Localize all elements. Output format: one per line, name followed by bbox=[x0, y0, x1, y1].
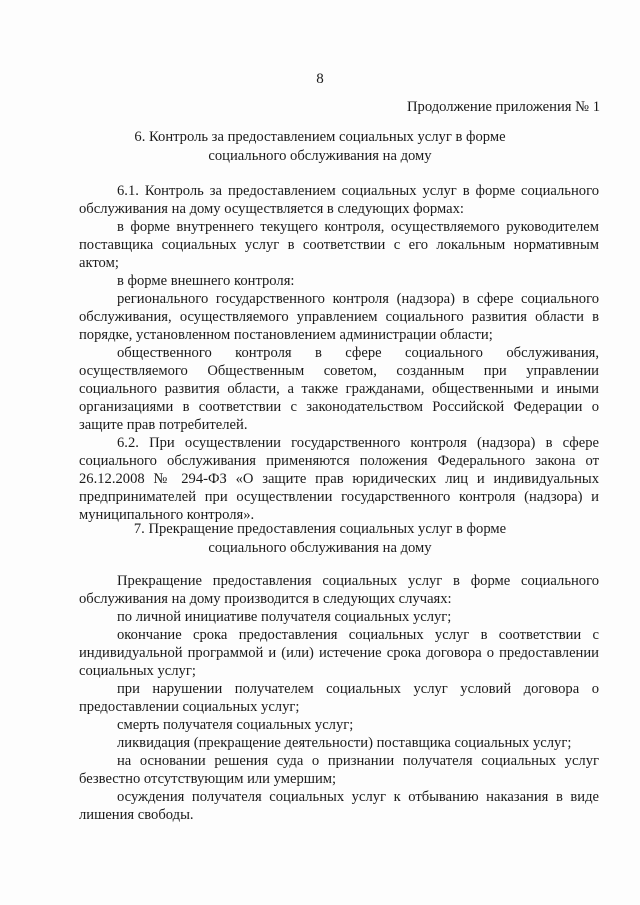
paragraph: 6.2. При осуществлении государственного контроля (надзора) в сфере социального обслуживания применяются положения Федерального закона от 26.12.2008 № 294-ФЗ «О защите прав юридических лиц и индивидуальных предпринимателей при осуществлении государственного контроля (надзора) и муниципального контроля». bbox=[79, 435, 599, 523]
paragraph: регионального государственного контроля (надзора) в сфере социального обслуживания, осуществляемого управлением социального развития области в порядке, установленном постановлением администрации области; bbox=[79, 291, 599, 343]
paragraph: в форме внутреннего текущего контроля, осуществляемого руководителем поставщика социальных услуг в соответствии с его локальным нормативным актом; bbox=[79, 219, 599, 271]
section-6-title-line-1: 6. Контроль за предоставлением социальных услуг в форме bbox=[134, 129, 506, 145]
paragraph: Прекращение предоставления социальных услуг в форме социального обслуживания на дому производится в следующих случаях: bbox=[79, 573, 599, 607]
paragraph: 6.1. Контроль за предоставлением социальных услуг в форме социального обслуживания на дому осуществляется в следующих формах: bbox=[79, 183, 599, 217]
section-7-title-line-1: 7. Прекращение предоставления социальных услуг в форме bbox=[133, 521, 507, 537]
section-6-body bbox=[79, 182, 599, 524]
appendix-label: Продолжение приложения № 1 bbox=[407, 99, 600, 115]
paragraph: осуждения получателя социальных услуг к отбыванию наказания в виде лишения свободы. bbox=[79, 789, 599, 823]
paragraph: окончание срока предоставления социальных услуг в соответствии с индивидуальной программой и (или) истечение срока договора о предоставлении социальных услуг; bbox=[79, 627, 599, 679]
section-7-title-line-2: социального обслуживания на дому bbox=[208, 540, 432, 556]
paragraph: по личной инициативе получателя социальных услуг; bbox=[117, 609, 452, 625]
paragraph: смерть получателя социальных услуг; bbox=[117, 717, 354, 733]
section-6-heading bbox=[0, 128, 640, 166]
paragraph: в форме внешнего контроля: bbox=[117, 273, 295, 289]
paragraph: при нарушении получателем социальных услуг условий договора о предоставлении социальных услуг; bbox=[79, 681, 599, 715]
section-7-heading bbox=[0, 520, 640, 558]
paragraph: общественного контроля в сфере социального обслуживания, осуществляемого Общественным советом, созданным при управлении социального развития области, а также гражданами, общественными и иными организациями в соответствии с законодательством Российской Федерации о защите прав потребителей. bbox=[79, 345, 599, 433]
section-7-body bbox=[79, 572, 599, 824]
page-number: 8 bbox=[316, 71, 324, 87]
paragraph: на основании решения суда о признании получателя социальных услуг безвестно отсутствующим или умершим; bbox=[79, 753, 599, 787]
paragraph: ликвидация (прекращение деятельности) поставщика социальных услуг; bbox=[117, 735, 572, 751]
section-6-title-line-2: социального обслуживания на дому bbox=[208, 148, 432, 164]
